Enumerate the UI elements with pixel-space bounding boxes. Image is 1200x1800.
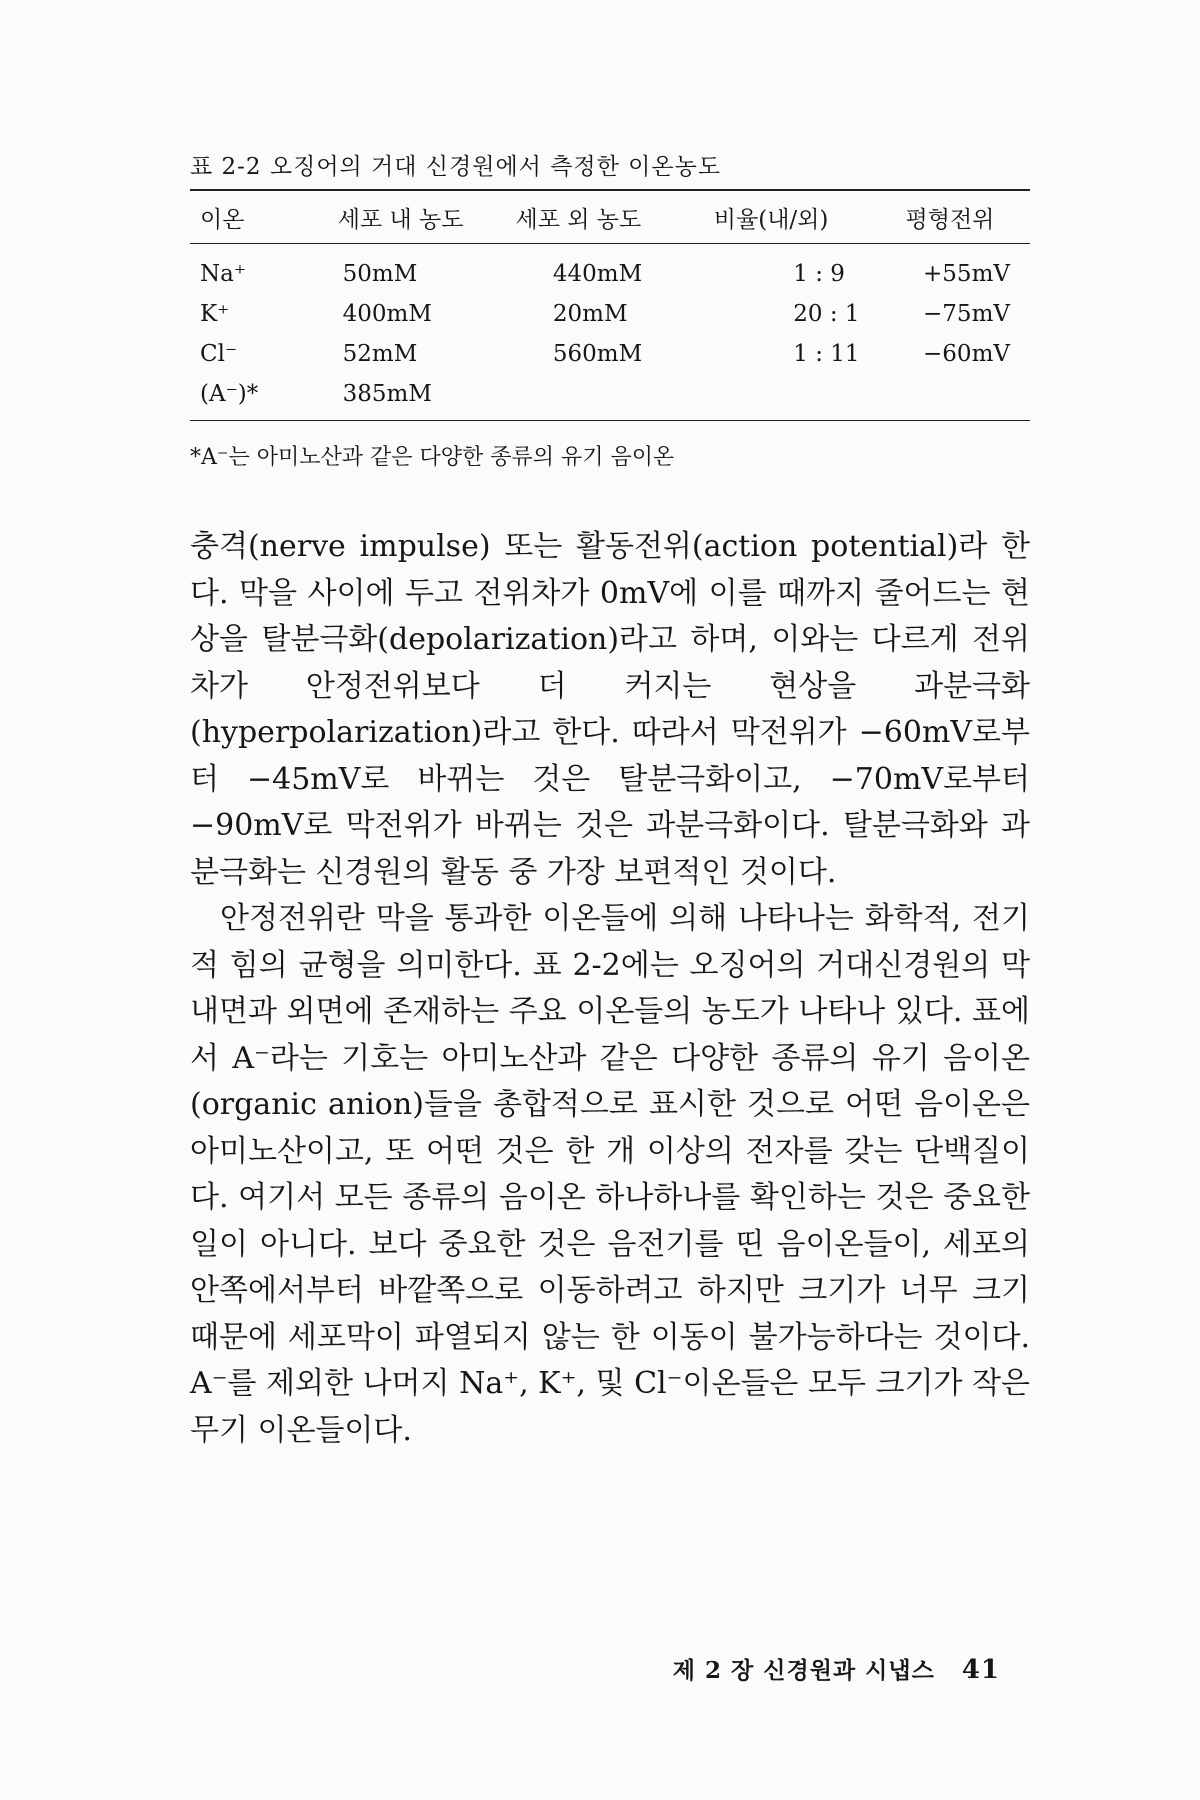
table xyxy=(190,191,1030,243)
table-caption: 표 2-2 오징어의 거대 신경원에서 측정한 이온농도 xyxy=(190,154,722,180)
body-text xyxy=(190,524,1030,1454)
header-potential: 평형전위 xyxy=(905,206,995,233)
table-body xyxy=(190,244,1030,414)
cell-ion: Na⁺ xyxy=(200,261,246,287)
cell-potential: −60mV xyxy=(923,341,1010,367)
cell-ratio: 20 : 1 xyxy=(793,301,860,327)
header-ion: 이온 xyxy=(200,206,245,233)
page-footer xyxy=(673,1652,1000,1685)
cell-ion: K⁺ xyxy=(200,301,230,327)
cell-outside xyxy=(465,374,683,414)
table-bottom-rule xyxy=(190,420,1030,421)
table-row xyxy=(190,294,1030,334)
paragraph: 충격(nerve impulse) 또는 활동전위(action potential)라 한다. 막을 사이에 두고 전위차가 0mV에 이를 때까지 줄어드는 현상을 탈분극화(depolarization)라고 하며, 이와는 다르게 전위차가 안정전위보다 더 커지는 현상을 과분극화(hyperpolarization)라고 한다. 따라서 막전위가 −60mV로부터 −45mV로 바뀌는 것은 탈분극화이고, −70mV로부터 −90mV로 막전위가 바뀌는 것은 과분극화이다. 탈분극화와 과분극화는 신경원의 활동 중 가장 보편적인 것이다. xyxy=(190,529,1030,890)
header-ratio: 비율(내/외) xyxy=(713,206,829,233)
paragraph: 안정전위란 막을 통과한 이온들에 의해 나타나는 화학적, 전기적 힘의 균형을 의미한다. 표 2-2에는 오징어의 거대신경원의 막 내면과 외면에 존재하는 주요 이온들의 농도가 나타나 있다. 표에서 A⁻라는 기호는 아미노산과 같은 다양한 종류의 유기 음이온(organic anion)들을 총합적으로 표시한 것으로 어떤 음이온은 아미노산이고, 또 어떤 것은 한 개 이상의 전자를 갖는 단백질이다. 여기서 모든 종류의 음이온 하나하나를 확인하는 것은 중요한 일이 아니다. 보다 중요한 것은 음전기를 띤 음이온들이, 세포의 안쪽에서부터 바깥쪽으로 이동하려고 하지만 크기가 너무 크기 때문에 세포막이 파열되지 않는 한 이동이 불가능하다는 것이다. A⁻를 제외한 나머지 Na⁺, K⁺, 및 Cl⁻이온들은 모두 크기가 작은 무기 이온들이다. xyxy=(190,901,1030,1448)
cell-ion: Cl⁻ xyxy=(200,341,238,367)
cell-potential: −75mV xyxy=(923,301,1010,327)
cell-outside: 440mM xyxy=(552,261,643,287)
table-row xyxy=(190,334,1030,374)
cell-ratio: 1 : 9 xyxy=(793,261,845,287)
table-row xyxy=(190,244,1030,294)
cell-inside: 400mM xyxy=(342,301,432,327)
cell-ion: (A⁻)* xyxy=(200,381,259,407)
cell-potential xyxy=(892,374,1030,414)
cell-inside: 50mM xyxy=(342,261,418,287)
table-header-row xyxy=(190,191,1030,243)
chapter-title: 제 2 장 신경원과 시냅스 xyxy=(672,1657,935,1684)
header-inside: 세포 내 농도 xyxy=(337,206,464,233)
header-outside: 세포 외 농도 xyxy=(515,206,642,233)
cell-potential: +55mV xyxy=(923,261,1010,287)
cell-ratio: 1 : 11 xyxy=(793,341,860,367)
cell-outside: 20mM xyxy=(552,301,628,327)
cell-outside: 560mM xyxy=(552,341,643,367)
page-number: 41 xyxy=(961,1655,1000,1685)
cell-inside: 385mM xyxy=(342,381,432,407)
ion-concentration-table xyxy=(190,189,1030,421)
cell-ratio xyxy=(683,374,892,414)
table-row xyxy=(190,374,1030,414)
table-footnote: *A⁻는 아미노산과 같은 다양한 종류의 유기 음이온 xyxy=(190,445,675,470)
cell-inside: 52mM xyxy=(342,341,418,367)
